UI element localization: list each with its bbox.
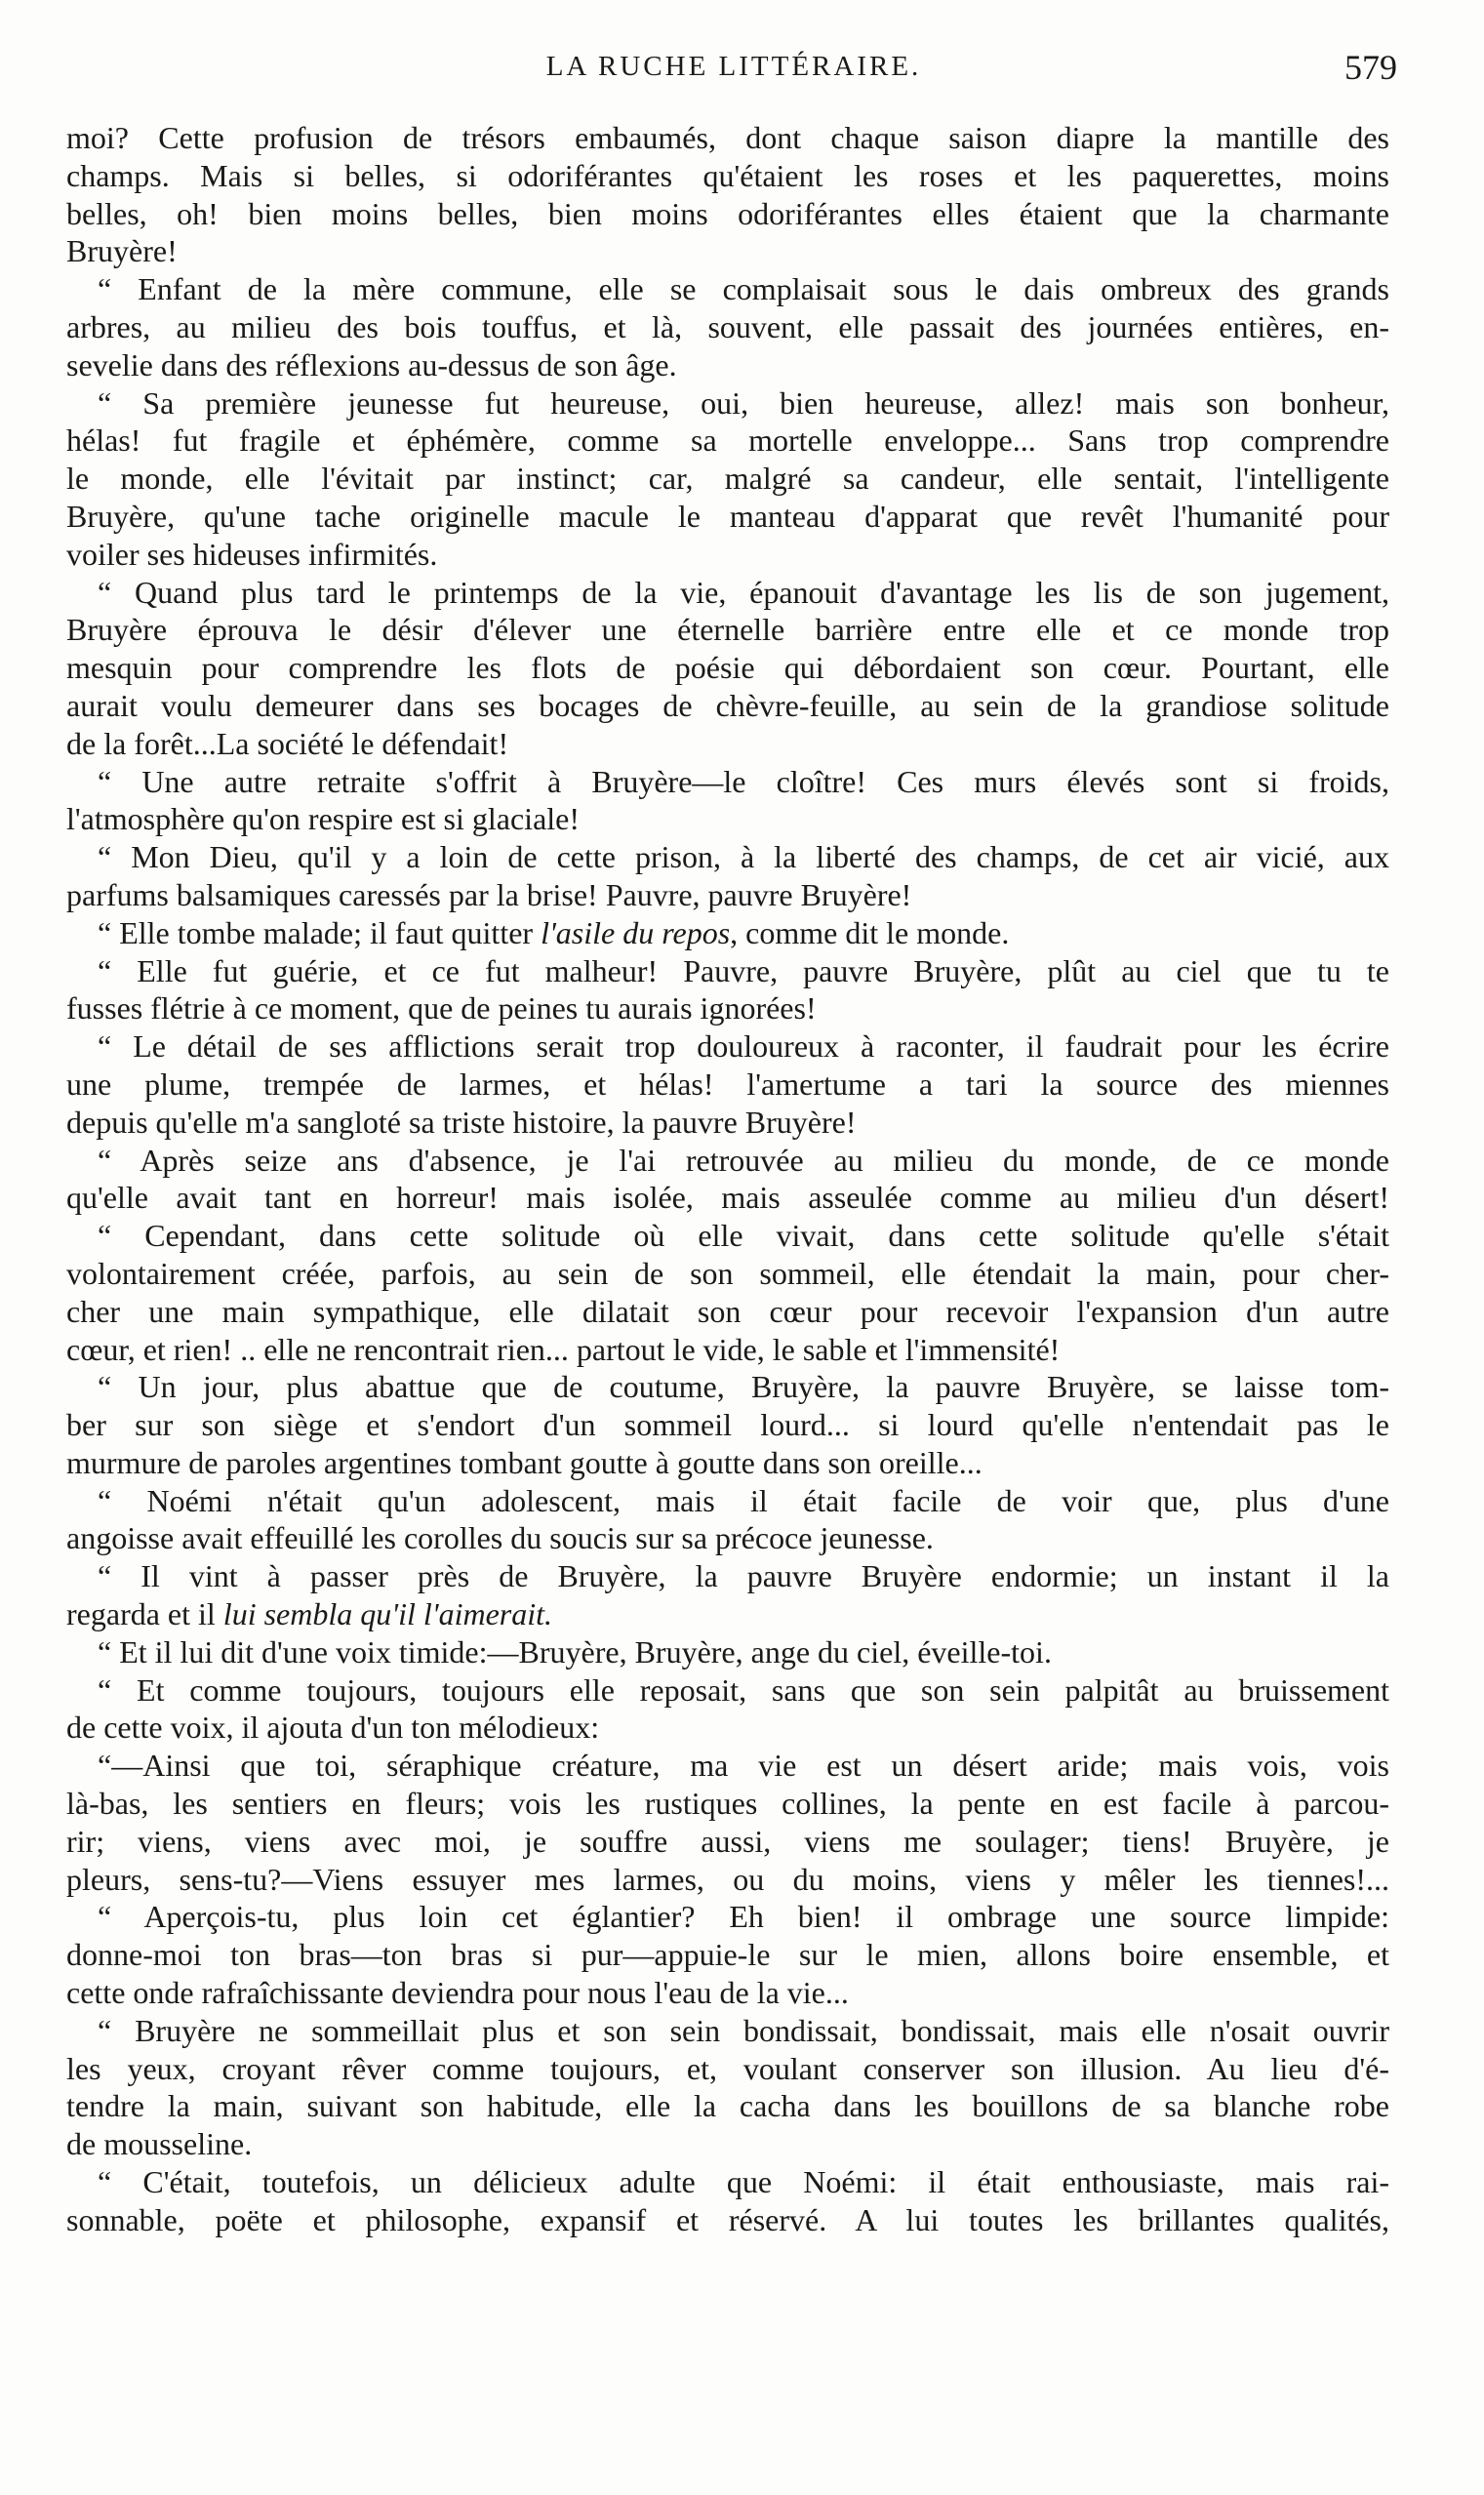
- text-line-content: “ Bruyère ne sommeillait plus et son sein bondissait, bondissait, mais elle n'osait ouvrir: [98, 2012, 1389, 2048]
- text-line-content: “ Mon Dieu, qu'il y a loin de cette prison, à la liberté des champs, de cet air vicié, aux: [98, 839, 1389, 875]
- text-line-content: “—Ainsi que toi, séraphique créature, ma vie est un désert aride; mais vois, vois: [98, 1748, 1389, 1784]
- text-line: [66, 952, 1389, 990]
- text-line-content: mesquin pour comprendre les flots de poésie qui débordaient son cœur. Pourtant, elle: [66, 650, 1389, 686]
- text-line: [66, 1179, 1389, 1217]
- body-text: [66, 119, 1389, 2239]
- text-line: [66, 574, 1389, 612]
- text-line-content: “ Elle fut guérie, et ce fut malheur! Pauvre, pauvre Bruyère, plût au ciel que tu te: [98, 952, 1389, 988]
- text-line-content: belles, oh! bien moins belles, bien moins odoriférantes elles étaient que la charmante: [66, 195, 1389, 231]
- text-line: [66, 914, 1389, 952]
- text-line-content: le monde, elle l'évitait par instinct; car, malgré sa candeur, elle sentait, l'intelligente: [66, 461, 1389, 497]
- text-line-content: “ Le détail de ses afflictions serait trop douloureux à raconter, il faudrait pour les écrire: [98, 1028, 1389, 1065]
- text-line-content: aurait voulu demeurer dans ses bocages de chèvre-feuille, au sein de la grandiose solitude: [66, 687, 1389, 723]
- text-line: [66, 1255, 1389, 1293]
- text-line-content: Bruyère, qu'une tache originelle macule le manteau d'apparat que revêt l'humanité pour: [66, 498, 1389, 534]
- text-line-content: de mousseline.: [66, 2126, 253, 2162]
- text-line: [66, 838, 1389, 876]
- text-line: [66, 1861, 1389, 1899]
- text-line-content: “ Sa première jeunesse fut heureuse, oui, bien heureuse, allez! mais son bonheur,: [98, 384, 1389, 421]
- text-line: [66, 876, 1389, 914]
- text-line: [66, 1104, 1389, 1142]
- text-line: [66, 1368, 1389, 1406]
- text-line-tail: , comme dit le monde.: [730, 914, 1010, 950]
- text-line: [66, 1898, 1389, 1936]
- text-line: [66, 1785, 1389, 1823]
- text-line: [66, 1557, 1389, 1595]
- text-line: [66, 460, 1389, 498]
- text-line-content: “ Après seize ans d'absence, je l'ai retrouvée au milieu du monde, de ce monde: [98, 1142, 1389, 1178]
- text-line-content: rir; viens, viens avec moi, je souffre aussi, viens me soulager; tiens! Bruyère, je: [66, 1823, 1389, 1859]
- text-line-content: cette onde rafraîchissante deviendra pour nous l'eau de la vie...: [66, 1975, 849, 2011]
- text-line-content: murmure de paroles argentines tombant goutte à goutte dans son oreille...: [66, 1444, 983, 1480]
- text-line-content: “ Et il lui dit d'une voix timide:—Bruyère, Bruyère, ange du ciel, éveille-toi.: [98, 1633, 1052, 1670]
- text-line: [66, 1633, 1389, 1671]
- page-number: 579: [1344, 48, 1397, 87]
- text-line: [66, 725, 1389, 763]
- text-line: [66, 232, 1389, 270]
- text-line: [66, 119, 1389, 157]
- text-line-content: sevelie dans des réflexions au-dessus de son âge.: [66, 346, 677, 382]
- text-line-content: fusses flétrie à ce moment, que de peines tu aurais ignorées!: [66, 990, 817, 1026]
- text-line: [66, 1519, 1389, 1557]
- text-line: [66, 2050, 1389, 2088]
- text-line-content: de la forêt...La société le défendait!: [66, 725, 509, 761]
- text-line: [66, 989, 1389, 1027]
- text-line: [66, 270, 1389, 308]
- italic-phrase: lui sembla qu'il l'aimerait.: [222, 1596, 553, 1632]
- text-line: [66, 2201, 1389, 2239]
- text-line-content: là-bas, les sentiers en fleurs; vois les rustiques collines, la pente en est facile à parcou-: [66, 1786, 1389, 1822]
- text-line: [66, 1331, 1389, 1369]
- text-line-content: “ Il vint à passer près de Bruyère, la pauvre Bruyère endormie; un instant il la: [98, 1558, 1389, 1594]
- text-line: [66, 649, 1389, 687]
- text-line: [66, 687, 1389, 725]
- text-line-content: pleurs, sens-tu?—Viens essuyer mes larmes, ou du moins, viens y mêler les tiennes!...: [66, 1861, 1389, 1897]
- text-line-content: champs. Mais si belles, si odoriférantes qu'étaient les roses et les paquerettes, moins: [66, 157, 1389, 193]
- text-line: [66, 1936, 1389, 1974]
- text-line-content: l'atmosphère qu'on respire est si glaciale!: [66, 801, 581, 837]
- text-line: [66, 308, 1389, 346]
- text-line-content: donne-moi ton bras—ton bras si pur—appuie-le sur le mien, allons boire ensemble, et: [66, 1937, 1389, 1973]
- text-line: [66, 1027, 1389, 1066]
- text-line: [66, 157, 1389, 195]
- text-line-content: “ Enfant de la mère commune, elle se complaisait sous le dais ombreux des grands: [98, 271, 1389, 307]
- text-line: [66, 1482, 1389, 1520]
- text-line: [66, 2163, 1389, 2201]
- text-line-content: hélas! fut fragile et éphémère, comme sa mortelle enveloppe... Sans trop comprendre: [66, 423, 1389, 459]
- text-line: [66, 1974, 1389, 2012]
- text-line: [66, 384, 1389, 423]
- text-line-content: sonnable, poëte et philosophe, expansif et réservé. A lui toutes les brillantes qualités,: [66, 2201, 1389, 2237]
- text-line-content: “ Et comme toujours, toujours elle reposait, sans que son sein palpitât au bruissement: [98, 1671, 1389, 1708]
- text-line-content: Bruyère!: [66, 233, 178, 269]
- text-line-content: volontairement créée, parfois, au sein de son sommeil, elle étendait la main, pour cher-: [66, 1255, 1389, 1291]
- text-line-content: les yeux, croyant rêver comme toujours, et, voulant conserver son illusion. Au lieu d'é-: [66, 2050, 1389, 2086]
- text-line: [66, 763, 1389, 801]
- text-line: [66, 1444, 1389, 1482]
- text-line: [66, 1709, 1389, 1747]
- text-line: [66, 2012, 1389, 2050]
- text-line: [66, 1142, 1389, 1180]
- running-title: LA RUCHE LITTÉRAIRE.: [545, 51, 922, 82]
- text-line: [66, 1293, 1389, 1331]
- text-line: [66, 1823, 1389, 1861]
- text-line-content: Bruyère éprouva le désir d'élever une éternelle barrière entre elle et ce monde trop: [66, 612, 1389, 648]
- text-line: [66, 2125, 1389, 2163]
- text-line-content: cher une main sympathique, elle dilatait son cœur pour recevoir l'expansion d'un autre: [66, 1293, 1389, 1329]
- text-line: [66, 498, 1389, 536]
- text-line: [66, 611, 1389, 649]
- text-line: [66, 1217, 1389, 1255]
- text-line: [66, 2087, 1389, 2125]
- text-line-content: une plume, trempée de larmes, et hélas! l'amertume a tari la source des miennes: [66, 1066, 1389, 1102]
- text-line-content: “ Cependant, dans cette solitude où elle vivait, dans cette solitude qu'elle s'était: [98, 1218, 1389, 1254]
- text-line: [66, 1406, 1389, 1444]
- text-line-content: depuis qu'elle m'a sangloté sa triste histoire, la pauvre Bruyère!: [66, 1104, 857, 1140]
- italic-phrase: l'asile du repos: [541, 914, 731, 950]
- text-line-content: voiler ses hideuses infirmités.: [66, 536, 438, 572]
- text-line: [66, 1671, 1389, 1710]
- text-line-content: regarda et il: [66, 1596, 223, 1632]
- text-line-content: moi? Cette profusion de trésors embaumés, dont chaque saison diapre la mantille des: [66, 120, 1389, 155]
- text-line: [66, 536, 1389, 574]
- text-line-content: ber sur son siège et s'endort d'un sommeil lourd... si lourd qu'elle n'entendait pas le: [66, 1407, 1389, 1443]
- text-line-content: “ Noémi n'était qu'un adolescent, mais il était facile de voir que, plus d'une: [98, 1482, 1389, 1518]
- text-line-content: angoisse avait effeuillé les corolles du soucis sur sa précoce jeunesse.: [66, 1520, 934, 1556]
- text-line-content: cœur, et rien! .. elle ne rencontrait rien... partout le vide, le sable et l'immensité!: [66, 1331, 1061, 1367]
- text-line-content: tendre la main, suivant son habitude, elle la cacha dans les bouillons de sa blanche robe: [66, 2088, 1389, 2124]
- text-line: [66, 422, 1389, 460]
- text-line: [66, 195, 1389, 233]
- text-line-content: “ Un jour, plus abattue que de coutume, Bruyère, la pauvre Bruyère, se laisse tom-: [98, 1369, 1389, 1405]
- text-line: [66, 1595, 1389, 1633]
- text-line-content: “ Une autre retraite s'offrit à Bruyère—le cloître! Ces murs élevés sont si froids,: [98, 763, 1389, 799]
- text-line-content: parfums balsamiques caressés par la brise! Pauvre, pauvre Bruyère!: [66, 876, 912, 912]
- text-line: [66, 1066, 1389, 1104]
- text-line-content: arbres, au milieu des bois touffus, et là, souvent, elle passait des journées entières, en-: [66, 308, 1389, 344]
- text-line-content: de cette voix, il ajouta d'un ton mélodieux:: [66, 1710, 600, 1746]
- text-line: [66, 1747, 1389, 1785]
- text-line-content: “ C'était, toutefois, un délicieux adulte que Noémi: il était enthousiaste, mais rai-: [98, 2164, 1389, 2200]
- text-line-content: qu'elle avait tant en horreur! mais isolée, mais asseulée comme au milieu d'un désert!: [66, 1180, 1389, 1216]
- text-line-content: “ Aperçois-tu, plus loin cet églantier? Eh bien! il ombrage une source limpide:: [98, 1899, 1389, 1935]
- text-line: [66, 800, 1389, 838]
- running-head: [70, 48, 1397, 98]
- text-line-content: “ Quand plus tard le printemps de la vie, épanouit d'avantage les lis de son jugement,: [98, 574, 1389, 610]
- text-line: [66, 346, 1389, 384]
- text-line-content: “ Elle tombe malade; il faut quitter: [98, 914, 541, 950]
